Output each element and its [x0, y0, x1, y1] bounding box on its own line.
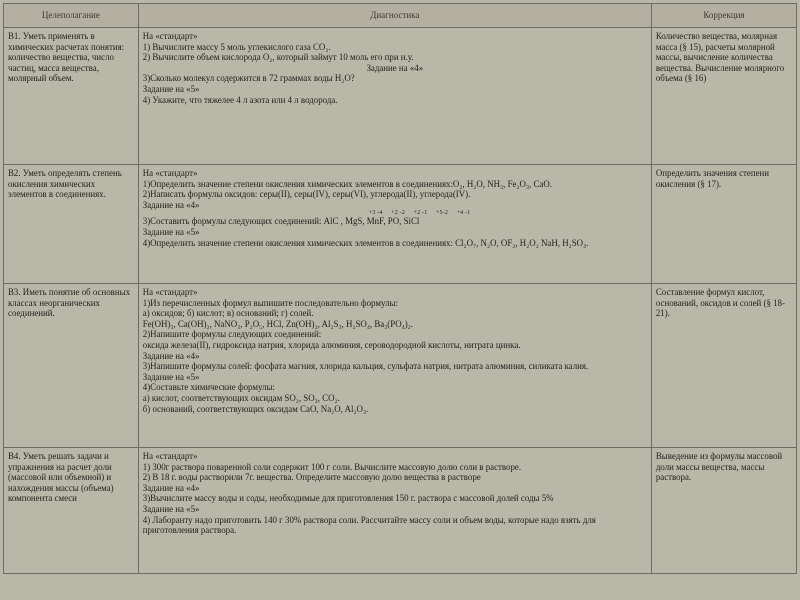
table-row	[4, 284, 797, 448]
goal-cell: В4. Уметь решать задачи и упражнения на расчет доли (массовой или объемной) и нахождения массы (объема) компонента смеси	[4, 448, 139, 574]
diagnostics-cell	[138, 165, 651, 284]
task-line: а) оксидов; б) кислот; в) оснований; г) солей.	[142, 308, 314, 319]
goal-cell: В2. Уметь определять степень окисления химических элементов в соединениях.	[4, 165, 139, 284]
oxidation-marks: +3 -4 +2 -2 +2 -1 +5-2 +4 -1	[368, 210, 471, 217]
task-line: 4)Составьте химические формулы:	[142, 382, 275, 393]
task-line: 3)Напишите формулы солей: фосфата магния, хлорида кальция, сульфата натрия, нитрата алюминия, силиката калия.	[142, 361, 589, 372]
task-line: 4)Определить значение степени окисления химических элементов в соединениях: Cl₂O₇, N₂O, OF₂, H₂O₂ NaH, H₂SO₄.	[142, 237, 589, 248]
header-correction: Коррекция	[651, 4, 796, 28]
table-row	[4, 28, 797, 165]
lesson-table	[3, 3, 797, 574]
task-line: 2) Вычислите объем кислорода O₂, который займут 10 моль его при н.у.	[142, 52, 414, 63]
task-line: Задание на «5»	[142, 226, 200, 237]
task-line: а) кислот, соответствующих оксидам SO₂, SO₃, CO₂.	[142, 392, 340, 403]
goal-cell: В3. Иметь понятие об основных классах неорганических соединений.	[4, 284, 139, 448]
task-line: 1)Определить значение степени окисления химических элементов в соединениях:O₂, H₂O, NH₃, Fe₂O₃, CaO.	[142, 178, 552, 189]
task-line: 2)Написать формулы оксидов: серы(II), серы(IV), серы(VI), углерода(II), углерода(IV).	[142, 189, 471, 200]
task-line: На «стандарт»	[142, 451, 198, 461]
task-line: б) оснований, соответствующих оксидам CaO, Na₂O, Al₂O₃.	[142, 403, 369, 414]
task-line: 1) 300г раствора поваренной соли содержит 100 г соли. Вычислите массовую долю соли в растворе.	[142, 461, 522, 472]
task-line: Fe(OH)₃, Ca(OH)₂, NaNO₃, P₂O₅, HCl, Zn(OH)₂, Al₂S₃, H₂SO₄, Ba₃(PO₄)₂.	[142, 318, 413, 329]
task-line: На «стандарт»	[142, 287, 198, 297]
task-line: Задание на «5»	[142, 503, 200, 514]
diagnostics-cell	[138, 284, 651, 448]
task-line: 3)Вычислите массу воды и соды, необходимые для приготовления 150 г. раствора с массовой долей соды 5%	[142, 493, 554, 504]
task-line: На «стандарт»	[142, 168, 198, 178]
task-line: Задание на «4»	[142, 199, 200, 210]
task-line: 3)Сколько молекул содержится в 72 граммах воды H₂O?	[142, 73, 355, 84]
diagnostics-cell	[138, 28, 651, 165]
header-diagnostics: Диагностика	[138, 4, 651, 28]
task-line: Задание на «4»	[142, 350, 200, 361]
task-line: 4) Лаборанту надо приготовить 140 г 30% раствора соли. Рассчитайте массу соли и объем воды, которые надо взять для приготовления раствора.	[142, 514, 596, 536]
table-row	[4, 448, 797, 574]
task-line: 4) Укажите, что тяжелее 4 л азота или 4 л водорода.	[142, 94, 338, 105]
task-line: На «стандарт»	[142, 31, 198, 41]
diagnostics-cell	[138, 448, 651, 574]
task-line: 3)Составить формулы следующих соединений: AlC , MgS, MnF, PO, SiCl	[142, 216, 420, 227]
task-line: 1)Из перечисленных формул выпишите последовательно формулы:	[142, 297, 398, 308]
header-goal: Целеполагание	[4, 4, 139, 28]
correction-cell: Выведение из формулы массовой доли массы вещества, массы раствора.	[651, 448, 796, 574]
task-line: 1) Вычислите массу 5 моль углекислого газа CO₂.	[142, 41, 331, 52]
table-row	[4, 165, 797, 284]
goal-cell: В1. Уметь применять в химических расчетах понятия: количество вещества, число частиц, масса вещества, молярный объем.	[4, 28, 139, 165]
task-line: Задание на «4»	[142, 482, 200, 493]
task-line: Задание на «4»	[366, 62, 424, 73]
correction-cell: Количество вещества, молярная масса (§ 15), расчеты молярной массы, вычисление количества вещества. Вычисление молярного объема (§ 16)	[651, 28, 796, 165]
task-line: оксида железа(II), гидроксида натрия, хлорида алюминия, сероводородной кислоты, нитрата цинка.	[142, 339, 521, 350]
task-line: Задание на «5»	[142, 83, 200, 94]
task-line: Задание на «5»	[142, 371, 200, 382]
task-line: 2) В 18 г. воды растворили 7г. вещества. Определите массовую долю вещества в растворе	[142, 472, 481, 483]
correction-cell: Определить значения степени окисления (§ 17).	[651, 165, 796, 284]
correction-cell: Составление формул кислот, оснований, оксидов и солей (§ 18-21).	[651, 284, 796, 448]
header-row	[4, 4, 797, 28]
task-line: 2)Напишите формулы следующих соединений:	[142, 329, 322, 340]
